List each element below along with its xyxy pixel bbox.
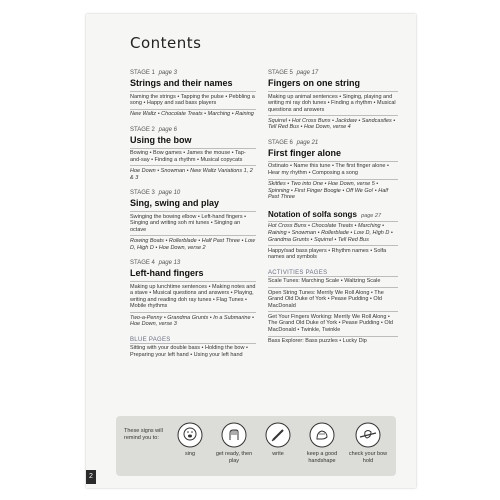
stage-label: STAGE 1 page 3 xyxy=(130,70,177,76)
sign-label: check your bow hold xyxy=(348,451,388,464)
contents-page xyxy=(86,14,416,488)
list-item: Ostinato • Name this tune • The first finger alone • Hear my rhythm • Composing a song xyxy=(268,161,398,179)
sign-label: get ready, then play xyxy=(215,451,253,464)
stage-title: Left-hand fingers xyxy=(130,268,204,279)
list-item: Open String Tunes: Merrily We Roll Along • The Grand Old Duke of York • Pease Pudding • Old MacDonald xyxy=(268,287,398,311)
sign-bow-hold xyxy=(346,422,390,464)
stage-6-section xyxy=(268,140,398,203)
sign-label: keep a good handshape xyxy=(306,451,338,464)
list-item: Squirrel • Hot Cross Buns • Jackdaw • Sandcastles • Tell Red Bus • Hoe Down, verse 4 xyxy=(268,115,398,133)
list-item: Happy/sad bass players • Rhythm names • Solfa names and symbols xyxy=(268,245,398,263)
blue-pages-section xyxy=(130,337,256,361)
list-item: Get Your Fingers Working: Merrily We Roll Along • The Grand Old Duke of York • Pease Pudding • Old MacDonald • Twinkle, Twinkle xyxy=(268,311,398,335)
stage-5-section xyxy=(268,70,398,133)
stage-1-section xyxy=(130,70,256,120)
page-title: Contents xyxy=(130,34,202,52)
stage-label: STAGE 6 page 21 xyxy=(268,139,319,146)
signs-legend xyxy=(116,416,396,476)
stage-label: STAGE 3 page 10 xyxy=(130,190,181,197)
list-item: Rowing Boats • Rollerblade • Half Past Three • Low D, High D • Hoe Down, verse 2 xyxy=(130,235,256,253)
sign-handshape xyxy=(300,422,344,464)
list-item: Two-a-Penny • Grandma Grunts • In a Submarine • Hoe Down, verse 3 xyxy=(130,312,256,330)
stage-label: STAGE 5 page 17 xyxy=(268,70,319,76)
stage-title: First finger alone xyxy=(268,147,342,158)
stage-2-section xyxy=(130,127,256,183)
sign-label: write xyxy=(272,451,284,457)
stage-title: Fingers on one string xyxy=(268,78,361,88)
list-item: Sitting with your double bass • Holding the bow • Preparing your left hand • Using your left hand xyxy=(130,343,256,361)
solfa-section xyxy=(268,210,398,263)
stage-title: Sing, swing and play xyxy=(130,198,220,209)
list-item: Hoe Down • Snowman • New Waltz Variations 1, 2 & 3 xyxy=(130,165,256,183)
list-item: Making up lunchtime sentences • Making notes and a stave • Musical questions and answers • Playing, writing and reading doh ray tunes • Flag Tunes • Mobile rhythms xyxy=(130,281,256,312)
stage-3-section xyxy=(130,190,256,253)
stage-title: Strings and their names xyxy=(130,78,233,88)
write-icon xyxy=(265,422,291,448)
left-column xyxy=(130,70,256,367)
list-item: Scale Tunes: Marching Scale • Waltzing Scale xyxy=(268,276,398,287)
stage-label: STAGE 4 page 13 xyxy=(130,260,181,267)
list-item: Bass Explorer: Bass puzzles • Lucky Dip xyxy=(268,336,398,347)
section-label: BLUE PAGES xyxy=(130,336,171,343)
list-item: Swinging the bowing elbow • Left-hand fingers • Singing and writing soh mi tunes • Singing an octave xyxy=(130,211,256,235)
activities-section xyxy=(268,270,398,347)
stage-label: STAGE 2 page 6 xyxy=(130,126,177,133)
stage-title: Using the bow xyxy=(130,134,192,145)
section-title: Notation of solfa songs page 27 xyxy=(268,209,382,219)
list-item: Hot Cross Buns • Chocolate Treats • Marching • Raining • Snowman • Rollerblade • Low D, High D • Grandma Grunts • Squirrel • Tell Red Bus xyxy=(268,221,398,245)
sing-icon xyxy=(177,422,203,448)
signs-intro: These signs will remind you to: xyxy=(124,428,163,441)
list-item: Naming the strings • Tapping the pulse • Pebbling a song • Happy and sad bass players xyxy=(130,91,256,109)
page-number: 2 xyxy=(86,470,96,484)
list-item: Making up animal sentences • Singing, playing and writing mi ray doh tunes • Finding a rhythm • Musical questions and answers xyxy=(268,91,398,115)
list-item: Skittles • Two into One • Hoe Down, verse 5 • Spinning • First Finger Boogie • Off We Go! • Half Past Three xyxy=(268,179,398,203)
list-item: New Waltz • Chocolate Treats • Marching • Raining xyxy=(130,109,256,120)
list-item: Bowing • Bow games • James the mouse • Tap-and-say • Finding a rhythm • Musical copycats xyxy=(130,148,256,166)
sign-write xyxy=(256,422,300,458)
get-ready-icon xyxy=(221,422,247,448)
section-label: ACTIVITIES PAGES xyxy=(268,269,328,276)
bow-hold-icon xyxy=(355,422,381,448)
right-column xyxy=(268,70,398,354)
stage-4-section xyxy=(130,260,256,330)
sign-sing xyxy=(168,422,212,458)
sign-get-ready xyxy=(212,422,256,464)
sign-label: sing xyxy=(184,451,196,457)
handshape-icon xyxy=(309,422,335,448)
